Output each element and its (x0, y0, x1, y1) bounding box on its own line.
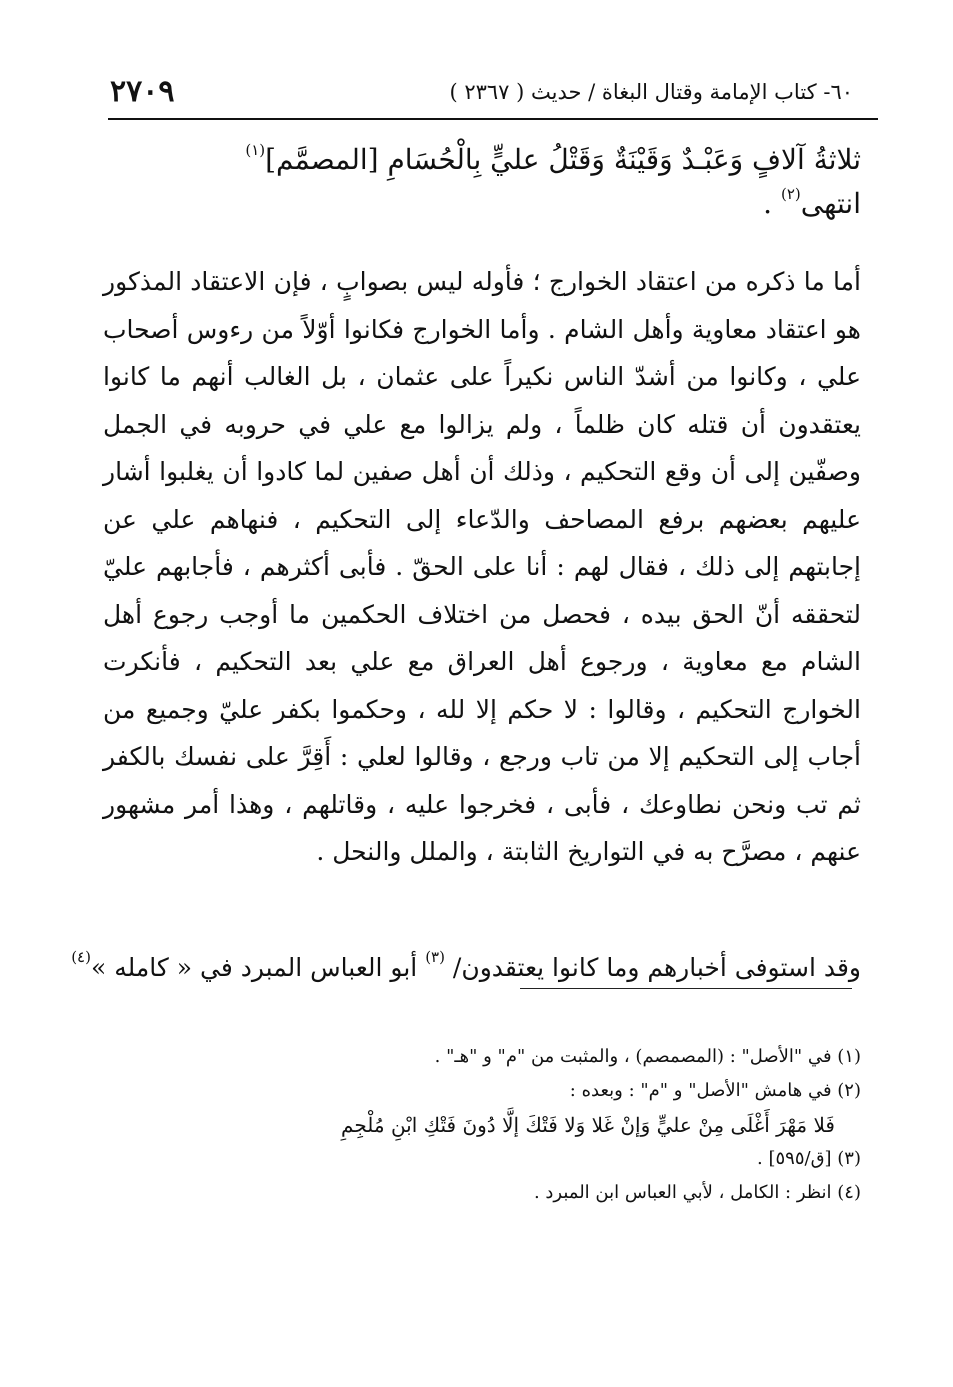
main-text (103, 258, 861, 876)
footnote-ref-2: (٢) (780, 185, 801, 203)
closing-text-mid: أبو العباس المبرد في « كامله » (90, 953, 426, 982)
intaha-word: انتهى (800, 187, 861, 220)
verse-end-period: . (763, 187, 781, 220)
closing-text-start: وقد استوفى أخبارهم وما كانوا يعتقدون/ (444, 953, 861, 982)
page-number: ٢٧٠٩ (110, 74, 175, 109)
paragraph: أما ما ذكره من اعتقاد الخوارج ؛ فأوله ليس بصوابٍ ، فإن الاعتقاد المذكور هو اعتقاد معاوية وأهل الشام . وأما الخوارج فكانوا أوّلاً من رءوس أصحاب علي ، وكانوا من أشدّ الناس نكيراً على عثمان ، بل الغالب أنهم ما كانوا يعتقدون أن قتله كان ظلماً ، ولم يزالوا مع علي في حروبه في الجمل وصفّين إلى أن وقع التحكيم ، وذلك أن أهل صفين لما كادوا أن يغلبوا أشار عليهم بعضهم برفع المصاحف والدّعاء إلى التحكيم ، فنهاهم علي عن إجابتهم إلى ذلك ، فقال لهم : أنا على الحقّ . فأبى أكثرهم ، فأجابهم عليّ لتحققه أنّ الحق بيده ، فحصل من اختلاف الحكمين ما أوجب رجوع أهل الشام مع معاوية ، ورجوع أهل العراق مع علي بعد التحكيم ، فأنكرت الخوارج التحكيم ، وقالوا : لا حكم إلا لله ، وحكموا بكفر عليّ وجميع من أجاب إلى التحكيم إلا من تاب ورجع ، وقالوا لعلي : أَقِرَّ على نفسك بالكفر ثم تب ونحن نطاوعك ، فأبى ، فخرجوا عليه ، وقاتلهم ، وهذا أمر مشهور عنهم ، مصرَّح به في التواريخ الثابتة ، والملل والنحل . (103, 267, 861, 866)
verse-text: ثلاثةُ آلافٍ وَعَبْـدٌ وَقَيْنَةٌ وَقَتْلُ عليٍّ بِالْحُسَامِ [المصمَّم] (265, 143, 861, 176)
footnote-2-verse: فَلا مَهْرَ أَغْلَى مِنْ عليٍّ وَإنْ غَلا وَلا فَتْكَ إلَّا دُونَ فَتْكِ ابْنِ مُلْجِمِ (341, 1113, 835, 1137)
footnote-separator (520, 988, 852, 989)
page-header (110, 74, 853, 110)
poem-verse (245, 140, 861, 224)
verse-end-line (245, 184, 861, 224)
footnote-4: (٤) انظر : الكامل ، لأبي العباس ابن المبرد . (533, 1182, 861, 1203)
footnote-1: (١) في "الأصل" : (المصمصم) ، والمثبت من "م" و "هـ" . (434, 1046, 861, 1067)
verse-line (245, 140, 861, 180)
footnote-2: (٢) في هامش "الأصل" و "م" : وبعده : (569, 1080, 861, 1101)
footnote-ref-4: (٤) (71, 948, 91, 966)
footnote-ref-1: (١) (245, 141, 266, 159)
footnote-ref-3: (٣) (425, 948, 445, 966)
footnote-3: (٣) [ق/٥٩٥] . (757, 1148, 861, 1169)
footnotes (161, 1040, 861, 1210)
header-rule (108, 118, 878, 120)
closing-line (71, 946, 861, 990)
running-title: ٦٠- كتاب الإمامة وقتال البغاة / حديث ( ٢٣٦٧ ) (449, 80, 853, 104)
